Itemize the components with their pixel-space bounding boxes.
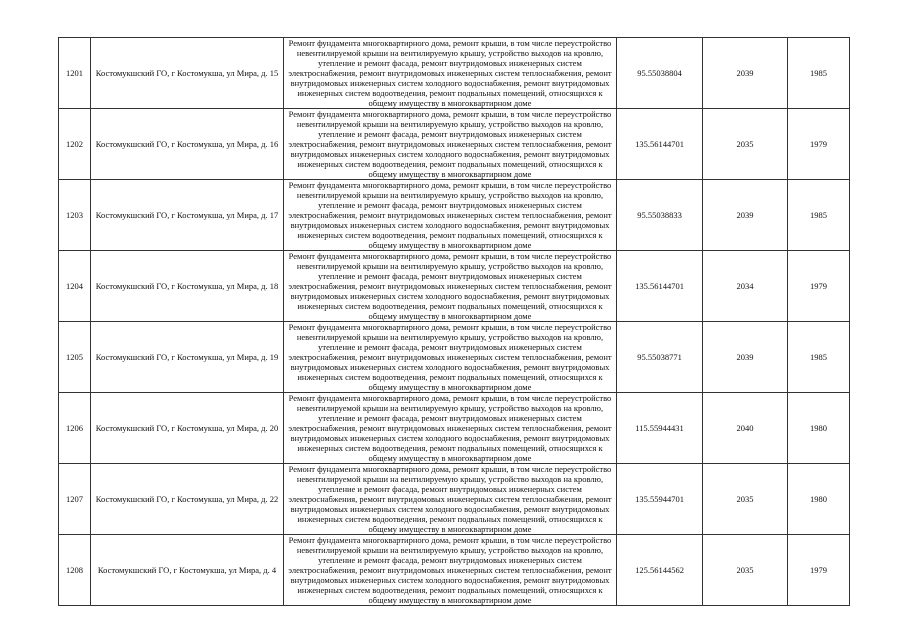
row-number-cell: 1203 bbox=[59, 180, 91, 251]
row-number-cell: 1204 bbox=[59, 251, 91, 322]
build-year-cell: 1985 bbox=[788, 180, 850, 251]
build-year-cell: 1980 bbox=[788, 464, 850, 535]
works-cell: Ремонт фундамента многоквартирного дома, ремонт крыши, в том числе переустройство невентилируемой крыши на вентилируемую крышу, устройство выходов на кровлю, утепление и ремонт фасада, ремонт внутридомовых инженерных систем электроснабжения, ремонт внутридомовых инженерных систем теплоснабжения, ремонт внутридомовых инженерных систем холодного водоснабжения, ремонт внутридомовых инженерных систем водоотведения, ремонт подвальных помещений, относящихся к общему имуществу в многоквартирном доме bbox=[284, 38, 617, 109]
table-row bbox=[59, 109, 850, 180]
planned-year-cell: 2035 bbox=[703, 535, 788, 606]
value-cell: 95.55038804 bbox=[617, 38, 703, 109]
works-cell: Ремонт фундамента многоквартирного дома, ремонт крыши, в том числе переустройство невентилируемой крыши на вентилируемую крышу, устройство выходов на кровлю, утепление и ремонт фасада, ремонт внутридомовых инженерных систем электроснабжения, ремонт внутридомовых инженерных систем теплоснабжения, ремонт внутридомовых инженерных систем холодного водоснабжения, ремонт внутридомовых инженерных систем водоотведения, ремонт подвальных помещений, относящихся к общему имуществу в многоквартирном доме bbox=[284, 464, 617, 535]
row-number-cell: 1202 bbox=[59, 109, 91, 180]
planned-year-cell: 2039 bbox=[703, 38, 788, 109]
value-cell: 125.56144562 bbox=[617, 535, 703, 606]
housing-repair-table bbox=[58, 37, 850, 606]
row-number-cell: 1206 bbox=[59, 393, 91, 464]
planned-year-cell: 2035 bbox=[703, 464, 788, 535]
address-cell: Костомукшский ГО, г Костомукша, ул Мира, д. 18 bbox=[91, 251, 284, 322]
table-row bbox=[59, 38, 850, 109]
row-number-cell: 1201 bbox=[59, 38, 91, 109]
build-year-cell: 1985 bbox=[788, 322, 850, 393]
address-cell: Костомукшский ГО, г Костомукша, ул Мира, д. 20 bbox=[91, 393, 284, 464]
value-cell: 135.56144701 bbox=[617, 109, 703, 180]
row-number-cell: 1205 bbox=[59, 322, 91, 393]
value-cell: 135.55944701 bbox=[617, 464, 703, 535]
table-row bbox=[59, 535, 850, 606]
build-year-cell: 1985 bbox=[788, 38, 850, 109]
table-body bbox=[59, 38, 850, 606]
planned-year-cell: 2035 bbox=[703, 109, 788, 180]
works-cell: Ремонт фундамента многоквартирного дома, ремонт крыши, в том числе переустройство невентилируемой крыши на вентилируемую крышу, устройство выходов на кровлю, утепление и ремонт фасада, ремонт внутридомовых инженерных систем электроснабжения, ремонт внутридомовых инженерных систем теплоснабжения, ремонт внутридомовых инженерных систем холодного водоснабжения, ремонт внутридомовых инженерных систем водоотведения, ремонт подвальных помещений, относящихся к общему имуществу в многоквартирном доме bbox=[284, 535, 617, 606]
table-row bbox=[59, 180, 850, 251]
table-row bbox=[59, 464, 850, 535]
build-year-cell: 1980 bbox=[788, 393, 850, 464]
address-cell: Костомукшский ГО, г Костомукша, ул Мира, д. 22 bbox=[91, 464, 284, 535]
value-cell: 95.55038771 bbox=[617, 322, 703, 393]
address-cell: Костомукшский ГО, г Костомукша, ул Мира, д. 19 bbox=[91, 322, 284, 393]
row-number-cell: 1208 bbox=[59, 535, 91, 606]
planned-year-cell: 2039 bbox=[703, 322, 788, 393]
address-cell: Костомукшский ГО, г Костомукша, ул Мира, д. 15 bbox=[91, 38, 284, 109]
works-cell: Ремонт фундамента многоквартирного дома, ремонт крыши, в том числе переустройство невентилируемой крыши на вентилируемую крышу, устройство выходов на кровлю, утепление и ремонт фасада, ремонт внутридомовых инженерных систем электроснабжения, ремонт внутридомовых инженерных систем теплоснабжения, ремонт внутридомовых инженерных систем холодного водоснабжения, ремонт внутридомовых инженерных систем водоотведения, ремонт подвальных помещений, относящихся к общему имуществу в многоквартирном доме bbox=[284, 322, 617, 393]
works-cell: Ремонт фундамента многоквартирного дома, ремонт крыши, в том числе переустройство невентилируемой крыши на вентилируемую крышу, устройство выходов на кровлю, утепление и ремонт фасада, ремонт внутридомовых инженерных систем электроснабжения, ремонт внутридомовых инженерных систем теплоснабжения, ремонт внутридомовых инженерных систем холодного водоснабжения, ремонт внутридомовых инженерных систем водоотведения, ремонт подвальных помещений, относящихся к общему имуществу в многоквартирном доме bbox=[284, 180, 617, 251]
address-cell: Костомукшский ГО, г Костомукша, ул Мира, д. 4 bbox=[91, 535, 284, 606]
value-cell: 95.55038833 bbox=[617, 180, 703, 251]
works-cell: Ремонт фундамента многоквартирного дома, ремонт крыши, в том числе переустройство невентилируемой крыши на вентилируемую крышу, устройство выходов на кровлю, утепление и ремонт фасада, ремонт внутридомовых инженерных систем электроснабжения, ремонт внутридомовых инженерных систем теплоснабжения, ремонт внутридомовых инженерных систем холодного водоснабжения, ремонт внутридомовых инженерных систем водоотведения, ремонт подвальных помещений, относящихся к общему имуществу в многоквартирном доме bbox=[284, 251, 617, 322]
works-cell: Ремонт фундамента многоквартирного дома, ремонт крыши, в том числе переустройство невентилируемой крыши на вентилируемую крышу, устройство выходов на кровлю, утепление и ремонт фасада, ремонт внутридомовых инженерных систем электроснабжения, ремонт внутридомовых инженерных систем теплоснабжения, ремонт внутридомовых инженерных систем холодного водоснабжения, ремонт внутридомовых инженерных систем водоотведения, ремонт подвальных помещений, относящихся к общему имуществу в многоквартирном доме bbox=[284, 393, 617, 464]
build-year-cell: 1979 bbox=[788, 109, 850, 180]
table-row bbox=[59, 393, 850, 464]
planned-year-cell: 2039 bbox=[703, 180, 788, 251]
table-row bbox=[59, 322, 850, 393]
address-cell: Костомукшский ГО, г Костомукша, ул Мира, д. 16 bbox=[91, 109, 284, 180]
address-cell: Костомукшский ГО, г Костомукша, ул Мира, д. 17 bbox=[91, 180, 284, 251]
works-cell: Ремонт фундамента многоквартирного дома, ремонт крыши, в том числе переустройство невентилируемой крыши на вентилируемую крышу, устройство выходов на кровлю, утепление и ремонт фасада, ремонт внутридомовых инженерных систем электроснабжения, ремонт внутридомовых инженерных систем теплоснабжения, ремонт внутридомовых инженерных систем холодного водоснабжения, ремонт внутридомовых инженерных систем водоотведения, ремонт подвальных помещений, относящихся к общему имуществу в многоквартирном доме bbox=[284, 109, 617, 180]
planned-year-cell: 2040 bbox=[703, 393, 788, 464]
value-cell: 135.56144701 bbox=[617, 251, 703, 322]
build-year-cell: 1979 bbox=[788, 251, 850, 322]
planned-year-cell: 2034 bbox=[703, 251, 788, 322]
value-cell: 115.55944431 bbox=[617, 393, 703, 464]
table-row bbox=[59, 251, 850, 322]
build-year-cell: 1979 bbox=[788, 535, 850, 606]
row-number-cell: 1207 bbox=[59, 464, 91, 535]
